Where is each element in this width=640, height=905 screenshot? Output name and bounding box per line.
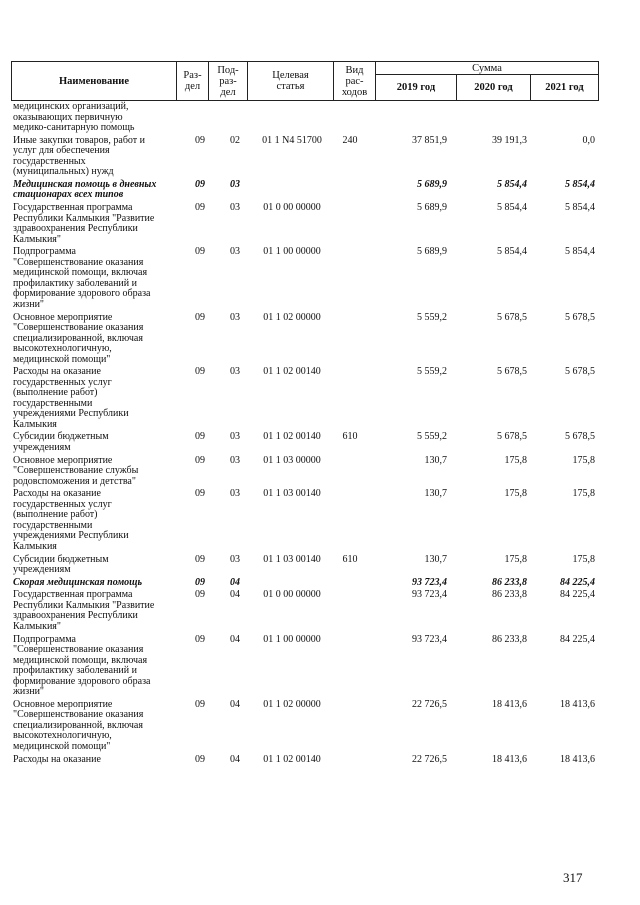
- cell-y3: 5 854,4: [565, 202, 595, 214]
- cell-vr: 610: [342, 431, 358, 443]
- cell-name: Субсидии бюджетным учреждениям: [13, 553, 109, 575]
- header-podrazdel: [208, 61, 248, 101]
- cell-y1: 130,7: [424, 553, 447, 565]
- cell-name: Расходы на оказание государственных услуг (выполнение работ) государственными учреждениями Республики Калмыкия: [13, 366, 129, 430]
- cell-y1: 130,7: [424, 454, 447, 466]
- cell-cs: 01 0 00 00000: [263, 589, 321, 601]
- cell-vr: 240: [342, 134, 358, 146]
- cell-y3: 5 854,4: [565, 178, 595, 190]
- cell-cs: 01 1 02 00000: [263, 311, 321, 323]
- cell-y3: 175,8: [572, 553, 595, 565]
- cell-pr: 02: [230, 134, 240, 146]
- cell-rz: 09: [195, 576, 205, 588]
- cell-cs: 01 1 03 00000: [263, 454, 321, 466]
- cell-name: Расходы на оказание государственных услуг (выполнение работ) государственными учреждениями Республики Калмыкия: [13, 488, 129, 552]
- cell-pr: 03: [230, 454, 240, 466]
- header-2019-text: 2019 год: [396, 82, 436, 93]
- cell-cs: 01 1 02 00140: [263, 431, 321, 443]
- cell-rz: 09: [195, 311, 205, 323]
- cell-y3: 175,8: [572, 454, 595, 466]
- cell-name: медицинских организаций, оказывающих первичную медико-санитарную помощь: [13, 101, 135, 133]
- cell-name: Медицинская помощь в дневных стационарах всех типов: [13, 178, 157, 201]
- cell-rz: 09: [195, 698, 205, 710]
- header-2021: [530, 74, 599, 101]
- cell-y2: 5 678,5: [497, 431, 527, 443]
- cell-rz: 09: [195, 178, 205, 190]
- cell-name: Скорая медицинская помощь: [13, 576, 143, 588]
- cell-cs: 01 1 00 00000: [263, 246, 321, 258]
- cell-y2: 5 854,4: [497, 178, 527, 190]
- header-tselevaya-text: Целевая статья: [272, 70, 309, 92]
- cell-y1: 37 851,9: [412, 134, 447, 146]
- cell-y3: 175,8: [572, 488, 595, 500]
- cell-y1: 5 689,9: [417, 246, 447, 258]
- cell-y2: 5 854,4: [497, 246, 527, 258]
- cell-y3: 84 225,4: [560, 589, 595, 601]
- cell-y1: 130,7: [424, 488, 447, 500]
- header-2021-text: 2021 год: [545, 82, 584, 93]
- header-summa: [375, 61, 599, 75]
- cell-y1: 5 689,9: [417, 202, 447, 214]
- header-vid: [333, 61, 376, 101]
- cell-y1: 93 723,4: [412, 589, 447, 601]
- cell-y3: 5 854,4: [565, 246, 595, 258]
- header-podrazdel-text: Под- раз- дел: [217, 64, 239, 98]
- cell-name: Расходы на оказание: [13, 753, 101, 765]
- cell-pr: 04: [230, 589, 240, 601]
- cell-name: Основное мероприятие "Совершенствование службы родовспоможения и детства": [13, 454, 139, 487]
- cell-cs: 01 0 00 00000: [263, 202, 321, 214]
- cell-pr: 04: [230, 576, 240, 588]
- cell-rz: 09: [195, 753, 205, 765]
- cell-cs: 01 1 03 00140: [263, 553, 321, 565]
- cell-rz: 09: [195, 202, 205, 214]
- header-2020-text: 2020 год: [474, 82, 513, 93]
- cell-y2: 175,8: [504, 553, 527, 565]
- cell-pr: 03: [230, 488, 240, 500]
- cell-rz: 09: [195, 246, 205, 258]
- header-2020: [456, 74, 531, 101]
- cell-cs: 01 1 02 00140: [263, 753, 321, 765]
- header-2019: [375, 74, 457, 101]
- cell-rz: 09: [195, 488, 205, 500]
- cell-y3: 5 678,5: [565, 366, 595, 378]
- cell-name: Государственная программа Республики Калмыкия "Развитие здравоохранения Республики Калмыкия": [13, 202, 155, 245]
- cell-y3: 5 678,5: [565, 311, 595, 323]
- cell-pr: 03: [230, 553, 240, 565]
- cell-vr: 610: [342, 553, 358, 565]
- cell-y1: 22 726,5: [412, 698, 447, 710]
- cell-y1: 5 559,2: [417, 311, 447, 323]
- cell-pr: 03: [230, 366, 240, 378]
- header-razdel-text: Раз- дел: [183, 70, 202, 92]
- page-number: 317: [563, 870, 583, 885]
- cell-y3: 84 225,4: [560, 576, 595, 588]
- header-tselevaya: [247, 61, 334, 101]
- cell-name: Субсидии бюджетным учреждениям: [13, 431, 109, 453]
- cell-rz: 09: [195, 633, 205, 645]
- cell-name: Иные закупки товаров, работ и услуг для обеспечения государственных (муниципальных) нужд: [13, 134, 146, 178]
- cell-y1: 22 726,5: [412, 753, 447, 765]
- cell-y2: 5 678,5: [497, 311, 527, 323]
- cell-rz: 09: [195, 431, 205, 443]
- cell-cs: 01 1 03 00140: [263, 488, 321, 500]
- cell-rz: 09: [195, 454, 205, 466]
- cell-cs: 01 1 02 00000: [263, 698, 321, 710]
- cell-cs: 01 1 00 00000: [263, 633, 321, 645]
- cell-y3: 18 413,6: [560, 753, 595, 765]
- cell-name: Основное мероприятие "Совершенствование оказания специализированной, включая высокотехнологичную, медицинской помощи": [13, 311, 144, 365]
- cell-pr: 03: [230, 431, 240, 443]
- cell-y2: 18 413,6: [492, 698, 527, 710]
- cell-pr: 04: [230, 633, 240, 645]
- cell-y2: 18 413,6: [492, 753, 527, 765]
- cell-y2: 39 191,3: [492, 134, 527, 146]
- cell-y2: 175,8: [504, 454, 527, 466]
- cell-pr: 03: [230, 246, 240, 258]
- header-razdel: [176, 61, 209, 101]
- cell-y3: 84 225,4: [560, 633, 595, 645]
- cell-y3: 5 678,5: [565, 431, 595, 443]
- cell-y1: 5 689,9: [417, 178, 447, 190]
- cell-y2: 175,8: [504, 488, 527, 500]
- cell-y3: 18 413,6: [560, 698, 595, 710]
- cell-y2: 86 233,8: [492, 633, 527, 645]
- cell-pr: 03: [230, 311, 240, 323]
- cell-pr: 04: [230, 698, 240, 710]
- cell-y1: 5 559,2: [417, 431, 447, 443]
- cell-name: Подпрограмма "Совершенствование оказания медицинской помощи, включая профилактику заболеваний и формирование здорового образа жизни": [13, 246, 151, 310]
- header-name: [11, 61, 177, 101]
- cell-pr: 03: [230, 178, 240, 190]
- cell-y1: 93 723,4: [412, 633, 447, 645]
- cell-rz: 09: [195, 589, 205, 601]
- header-vid-text: Вид рас- ходов: [341, 64, 368, 98]
- table-header: [11, 61, 599, 101]
- cell-cs: 01 1 02 00140: [263, 366, 321, 378]
- header-name-text: Наименование: [59, 75, 129, 87]
- cell-rz: 09: [195, 553, 205, 565]
- cell-name: Подпрограмма "Совершенствование оказания медицинской помощи, включая профилактику заболеваний и формирование здорового образа жизни": [13, 633, 151, 698]
- cell-y3: 0,0: [582, 134, 595, 146]
- cell-y1: 93 723,4: [412, 576, 447, 588]
- cell-y2: 86 233,8: [492, 576, 527, 588]
- cell-name: Основное мероприятие "Совершенствование оказания специализированной, включая высокотехнологичную, медицинской помощи": [13, 698, 144, 752]
- cell-pr: 04: [230, 753, 240, 765]
- cell-rz: 09: [195, 366, 205, 378]
- cell-cs: 01 1 N4 51700: [262, 134, 322, 146]
- header-summa-text: Сумма: [472, 62, 502, 74]
- cell-y2: 86 233,8: [492, 589, 527, 601]
- cell-y2: 5 854,4: [497, 202, 527, 214]
- cell-y2: 5 678,5: [497, 366, 527, 378]
- cell-rz: 09: [195, 134, 205, 146]
- cell-pr: 03: [230, 202, 240, 214]
- cell-y1: 5 559,2: [417, 366, 447, 378]
- cell-name: Государственная программа Республики Калмыкия "Развитие здравоохранения Республики Калмыкия": [13, 589, 155, 632]
